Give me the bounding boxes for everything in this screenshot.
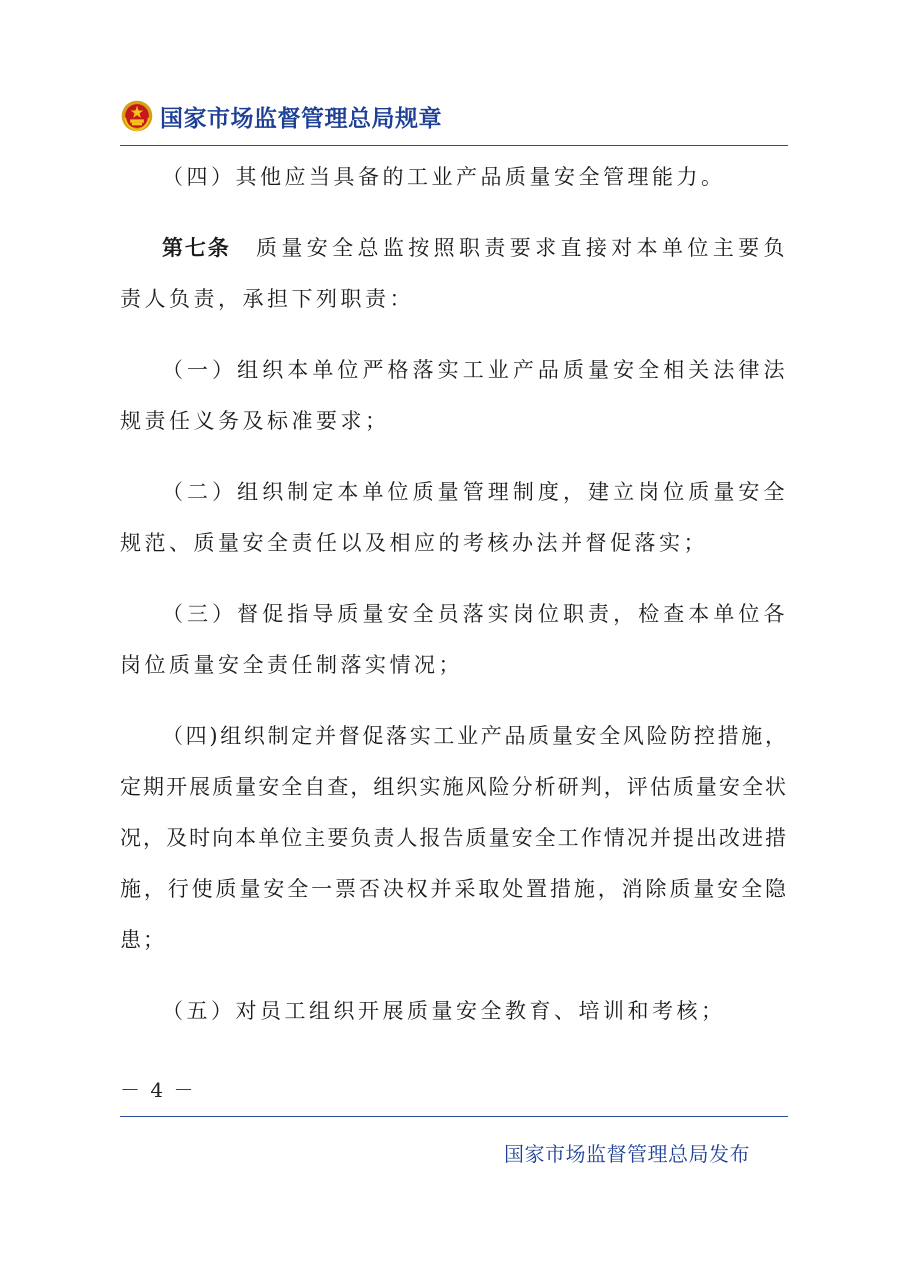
page-number: － 4 －: [120, 1078, 196, 1102]
header-divider: [120, 145, 788, 146]
national-emblem-icon: [120, 99, 154, 133]
footer-divider: [120, 1116, 788, 1117]
header-title: 国家市场监督管理总局规章: [160, 105, 442, 132]
article-7-heading: 第七条: [162, 236, 231, 260]
article-7-item-1: （一）组织本单位严格落实工业产品质量安全相关法律法规责任义务及标准要求；: [120, 358, 788, 433]
article-7-item-3: （三）督促指导质量安全员落实岗位职责，检查本单位各岗位质量安全责任制落实情况；: [120, 602, 788, 677]
article-7-item-2: （二）组织制定本单位质量管理制度，建立岗位质量安全规范、质量安全责任以及相应的考核办法并督促落实；: [120, 480, 788, 555]
article-7-paragraph: [120, 223, 788, 325]
article-7-text: 质量安全总监按照职责要求直接对本单位主要负责人负责，承担下列职责：: [120, 236, 788, 311]
document-body: [120, 152, 788, 1057]
paragraph-previous-item: （四）其他应当具备的工业产品质量安全管理能力。: [162, 165, 726, 189]
document-header: [120, 94, 442, 138]
article-7-item-4: （四)组织制定并督促落实工业产品质量安全风险防控措施，定期开展质量安全自查，组织实施风险分析研判，评估质量安全状况，及时向本单位主要负责人报告质量安全工作情况并提出改进措施，行使质量安全一票否决权并采取处置措施，消除质量安全隐患；: [120, 724, 788, 952]
article-7-item-5: （五）对员工组织开展质量安全教育、培训和考核；: [162, 999, 726, 1023]
footer-publisher: 国家市场监督管理总局发布: [504, 1142, 750, 1166]
